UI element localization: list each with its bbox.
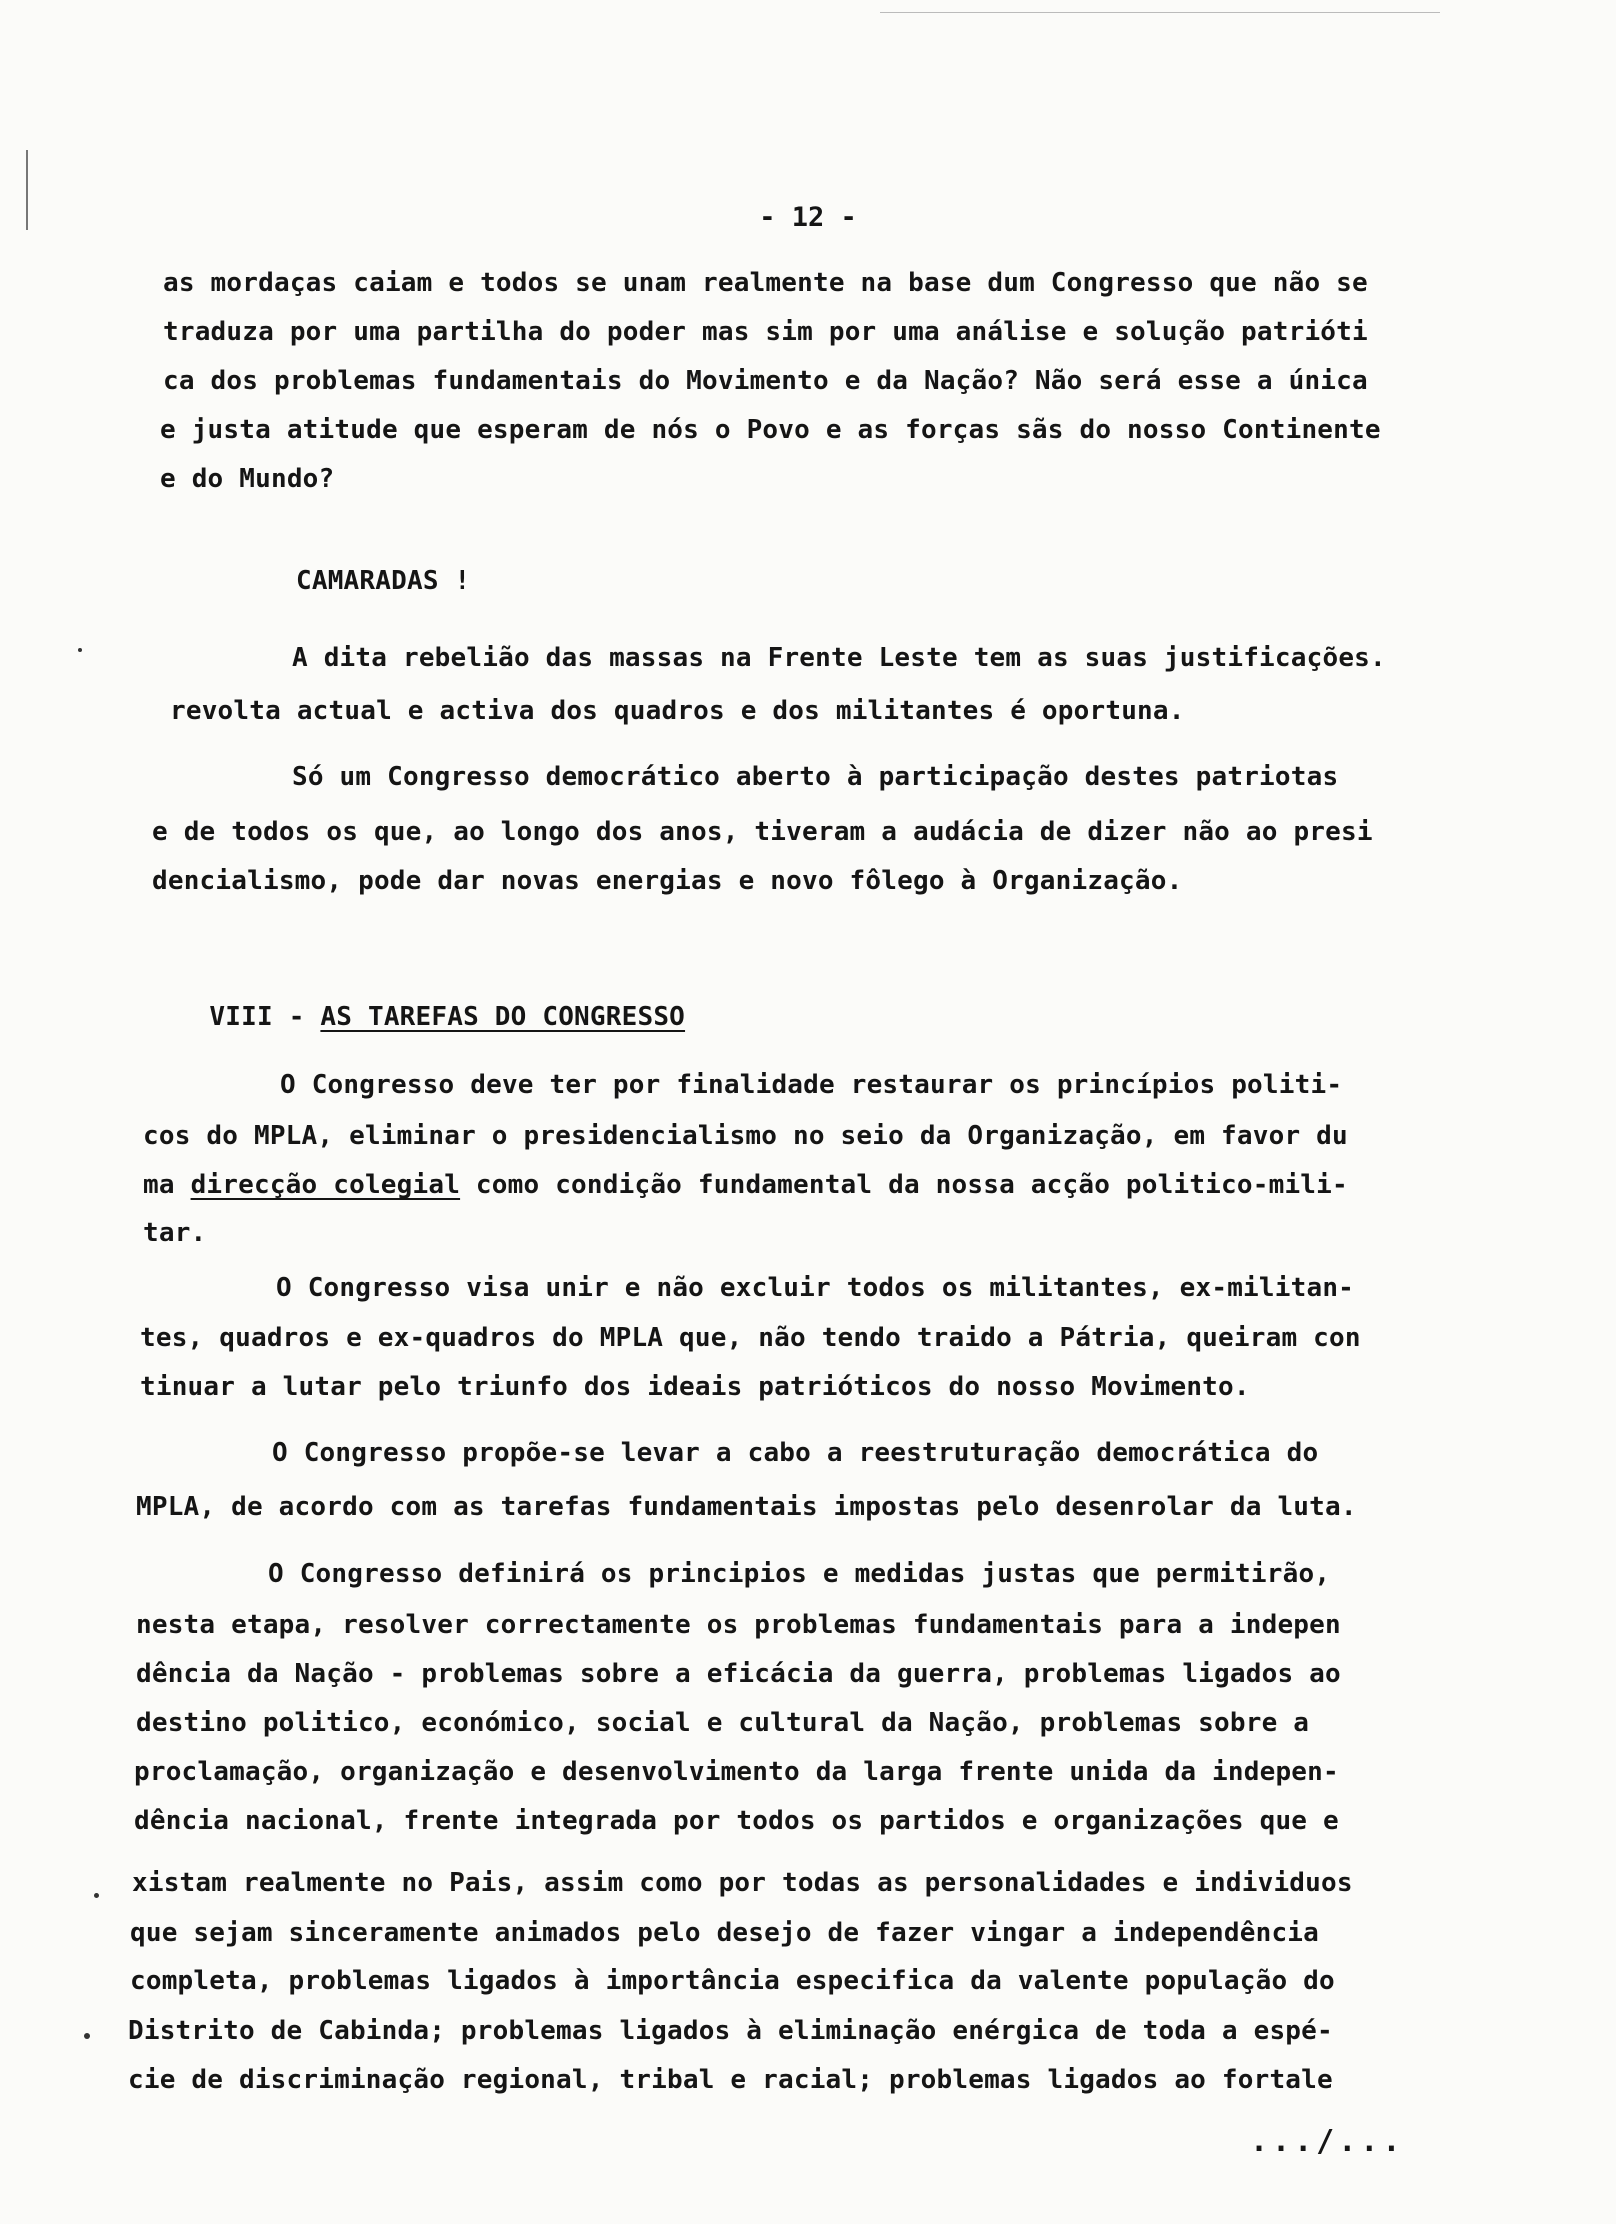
section-heading [146,978,685,1056]
text-line: e justa atitude que esperam de nós o Povo e as forças sãs do nosso Continente [160,415,1381,445]
text-line: destino politico, económico, social e cultural da Nação, problemas sobre a [136,1708,1310,1738]
text-line: O Congresso definirá os principios e medidas justas que permitirão, [268,1559,1331,1589]
text-line: tes, quadros e ex-quadros do MPLA que, não tendo traido a Pátria, queiram con [140,1323,1361,1353]
text-line: revolta actual e activa dos quadros e dos militantes é oportuna. [170,696,1185,726]
text-line: e de todos os que, ao longo dos anos, tiveram a audácia de dizer não ao presi [152,817,1373,847]
camaradas-heading: CAMARADAS ! [296,566,471,596]
text-line: Distrito de Cabinda; problemas ligados à eliminação enérgica de toda a espé- [128,2016,1333,2046]
text-line: que sejam sinceramente animados pelo desejo de fazer vingar a independência [130,1918,1319,1948]
text-line: O Congresso propõe-se levar a cabo a reestruturação democrática do [272,1438,1319,1468]
text-line: as mordaças caiam e todos se unam realmente na base dum Congresso que não se [163,268,1368,298]
text-line: tinuar a lutar pelo triunfo dos ideais patrióticos do nosso Movimento. [140,1372,1250,1402]
text-line: ca dos problemas fundamentais do Movimento e da Nação? Não será esse a única [163,366,1368,396]
text-line: dência nacional, frente integrada por todos os partidos e organizações que e [134,1806,1339,1836]
text-line: proclamação, organização e desenvolvimento da larga frente unida da indepen- [134,1757,1339,1787]
text-line: dência da Nação - problemas sobre a eficácia da guerra, problemas ligados ao [136,1659,1341,1689]
text-line: completa, problemas ligados à importância especifica da valente população do [130,1966,1335,1996]
text-line: O Congresso visa unir e não excluir todos os militantes, ex-militan- [276,1273,1355,1303]
text-line: ma direcção colegial como condição fundamental da nossa acção politico-mili- [143,1170,1348,1200]
text-line: tar. [143,1218,207,1248]
stray-dot [78,648,82,652]
page-number: - 12 - [759,202,857,233]
section-number: VIII - [209,1002,305,1032]
stray-dot [94,1893,99,1898]
text-line: cie de discriminação regional, tribal e racial; problemas ligados ao fortale [128,2065,1333,2095]
text-line: cos do MPLA, eliminar o presidencialismo no seio da Organização, em favor du [143,1121,1348,1151]
section-title: AS TAREFAS DO CONGRESSO [320,1002,686,1032]
text-line: nesta etapa, resolver correctamente os problemas fundamentais para a indepen [136,1610,1341,1640]
text-line: O Congresso deve ter por finalidade restaurar os princípios politi- [280,1070,1343,1100]
text-line: dencialismo, pode dar novas energias e novo fôlego à Organização. [152,866,1183,896]
top-edge-mark [880,12,1440,13]
text-line: e do Mundo? [160,464,335,494]
text-line: traduza por uma partilha do poder mas sim por uma análise e solução patrióti [163,317,1368,347]
text-line: Só um Congresso democrático aberto à participação destes patriotas [292,762,1339,792]
text-line: xistam realmente no Pais, assim como por todas as personalidades e individuos [132,1868,1353,1898]
underlined-phrase: direcção colegial [190,1170,461,1200]
continuation-mark: .../... [1250,2124,1405,2159]
text-line: MPLA, de acordo com as tarefas fundamentais impostas pelo desenrolar da luta. [136,1492,1357,1522]
text-line: A dita rebelião das massas na Frente Leste tem as suas justificações. [292,643,1386,673]
bullet-dot [84,2033,90,2039]
